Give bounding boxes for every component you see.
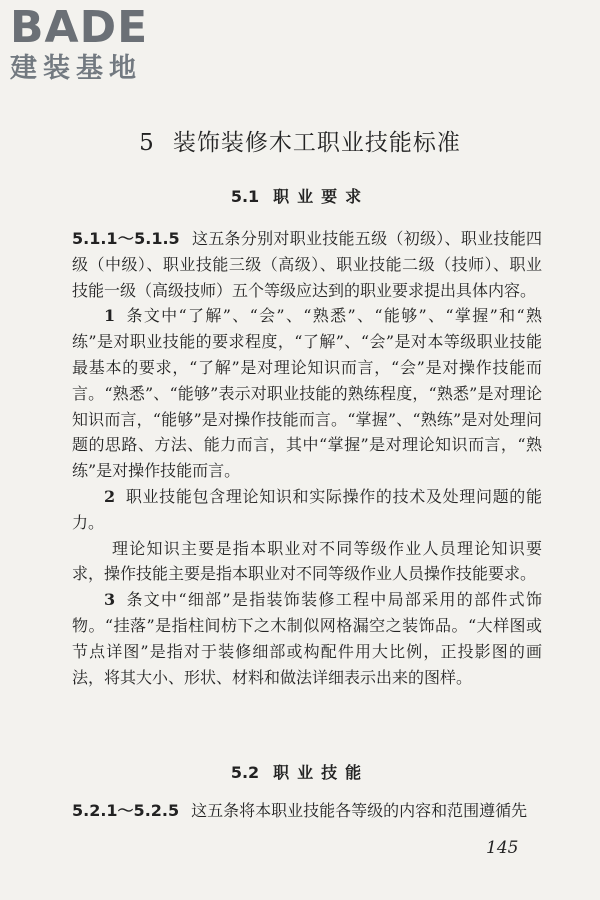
- item-text: 条文中“细部”是指装饰装修工程中局部采用的部件式饰物。“挂落”是指柱间枋下之木制似网格漏空之装饰品。“大样图或节点详图”是指对于装修细部或构配件用大比例，正投影图的画法，将其大小、形状、材料和做法详细表示出来的图样。: [72, 590, 542, 687]
- item-number: 2: [104, 486, 116, 506]
- clause-5-1-1-to-5-1-5: [72, 226, 542, 303]
- item-1: [72, 303, 542, 484]
- clause-ref: 5.2.1～5.2.5: [72, 801, 180, 820]
- item-text: 职业技能包含理论知识和实际操作的技术及处理问题的能力。: [72, 486, 542, 532]
- section-5-2-body: [72, 798, 542, 824]
- logo-wordmark: BADE: [10, 2, 149, 53]
- chapter-heading: [0, 128, 600, 158]
- bade-logo: [10, 4, 180, 86]
- item-number: 3: [104, 590, 116, 610]
- clause-ref: 5.1.1～5.1.5: [72, 229, 180, 248]
- item-number: 1: [104, 306, 116, 326]
- item-3: [72, 587, 542, 690]
- clause-5-2-1-to-5-2-5: [72, 798, 542, 824]
- section-number: 5.2: [230, 763, 260, 782]
- page-number: 145: [486, 838, 519, 858]
- item-2-sub: 理论知识主要是指本职业对不同等级作业人员理论知识要求，操作技能主要是指本职业对不同等级作业人员操作技能要求。: [72, 538, 542, 584]
- chapter-title: 装饰装修木工职业技能标准: [172, 130, 461, 156]
- chapter-number: 5: [139, 130, 155, 156]
- section-heading-5-2: [0, 762, 600, 784]
- section-5-1-body: [72, 226, 542, 690]
- clause-text: 这五条将本职业技能各等级的内容和范围遵循先: [191, 801, 528, 820]
- item-2: [72, 484, 542, 536]
- section-number: 5.1: [230, 187, 260, 206]
- clause-text: 这五条分别对职业技能五级（初级）、职业技能四级（中级）、职业技能三级（高级）、职业技能二级（技师）、职业技能一级（高级技师）五个等级应达到的职业要求提出具体内容。: [72, 229, 542, 300]
- section-heading-5-1: [0, 186, 600, 208]
- section-title: 职业技能: [273, 763, 370, 782]
- section-title: 职业要求: [273, 187, 370, 206]
- logo-subtitle: 建装基地: [10, 53, 142, 84]
- item-text: 条文中“了解”、“会”、“熟悉”、“能够”、“掌握”和“熟练”是对职业技能的要求程度，“了解”、“会”是对本等级职业技能最基本的要求，“了解”是对理论知识而言，“会”是对操作技能而言。“熟悉”、“能够”表示对职业技能的熟练程度，“熟悉”是对理论知识而言，“能够”是对操作技能而言。“掌握”、“熟练”是对处理问题的思路、方法、能力而言，其中“掌握”是对理论知识而言，“熟练”是对操作技能而言。: [72, 306, 542, 481]
